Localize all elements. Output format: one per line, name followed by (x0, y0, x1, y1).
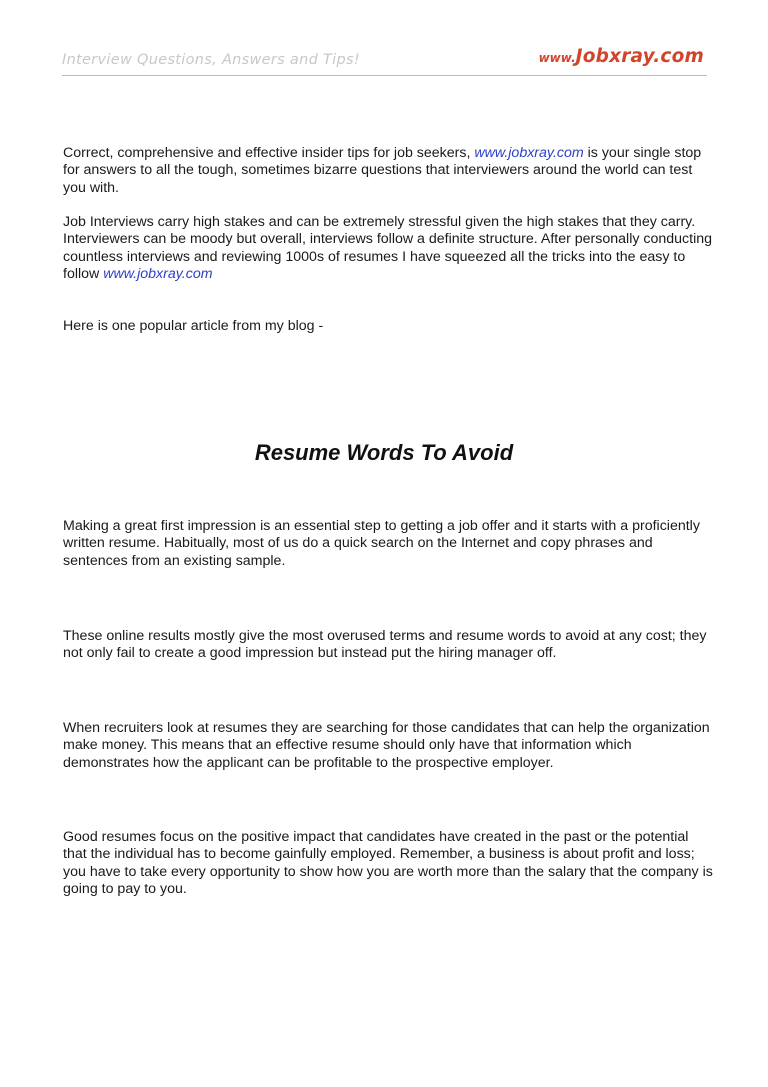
header-tagline: Interview Questions, Answers and Tips! (62, 52, 360, 68)
header-site-name (539, 46, 704, 67)
article-paragraph-3: When recruiters look at resumes they are searching for those candidates that can help the organization make money. This means that an effective resume should only have that information which demonstrates how the applicant can be profitable to the prospective employer. (63, 720, 710, 771)
intro-p1-text-start: Correct, comprehensive and effective insider tips for job seekers, (63, 145, 475, 161)
article-paragraph-4: Good resumes focus on the positive impact that candidates have created in the past or the potential that the individual has to become gainfully employed. Remember, a business is about profit and loss; you have to take every opportunity to show how you are worth more than the salary that the company is going to pay to you. (63, 829, 713, 897)
intro-paragraph-2 (63, 214, 713, 283)
intro-paragraph-3: Here is one popular article from my blog - (63, 318, 324, 334)
intro-paragraph-1 (63, 145, 713, 197)
header-site-prefix: www. (538, 51, 576, 65)
intro-p2-text: Job Interviews carry high stakes and can be extremely stressful given the high stakes that they carry. Interviewers can be moody but overall, interviews follow a definite structure. After personally conducting countless interviews and reviewing 1000s of resumes I have squeezed all the tricks into the easy to follow (63, 214, 713, 282)
intro-p1-link[interactable]: www.jobxray.com (474, 145, 584, 161)
intro-p1-text-end: is your single stop for answers to all the tough, sometimes bizarre questions that interviewers around the world can test you with. (63, 145, 702, 196)
article-paragraph-1: Making a great first impression is an essential step to getting a job offer and it starts with a proficiently written resume. Habitually, most of us do a quick search on the Internet and copy phrases and sentences from an existing sample. (63, 518, 700, 569)
page-header (62, 46, 707, 76)
header-site-domain: Jobxray.com (575, 46, 704, 67)
intro-p2-link[interactable]: www.jobxray.com (103, 265, 213, 282)
article-title: Resume Words To Avoid (254, 440, 514, 465)
article-paragraph-2: These online results mostly give the most overused terms and resume words to avoid at any cost; they not only fail to create a good impression but instead put the hiring manager off. (63, 628, 707, 662)
